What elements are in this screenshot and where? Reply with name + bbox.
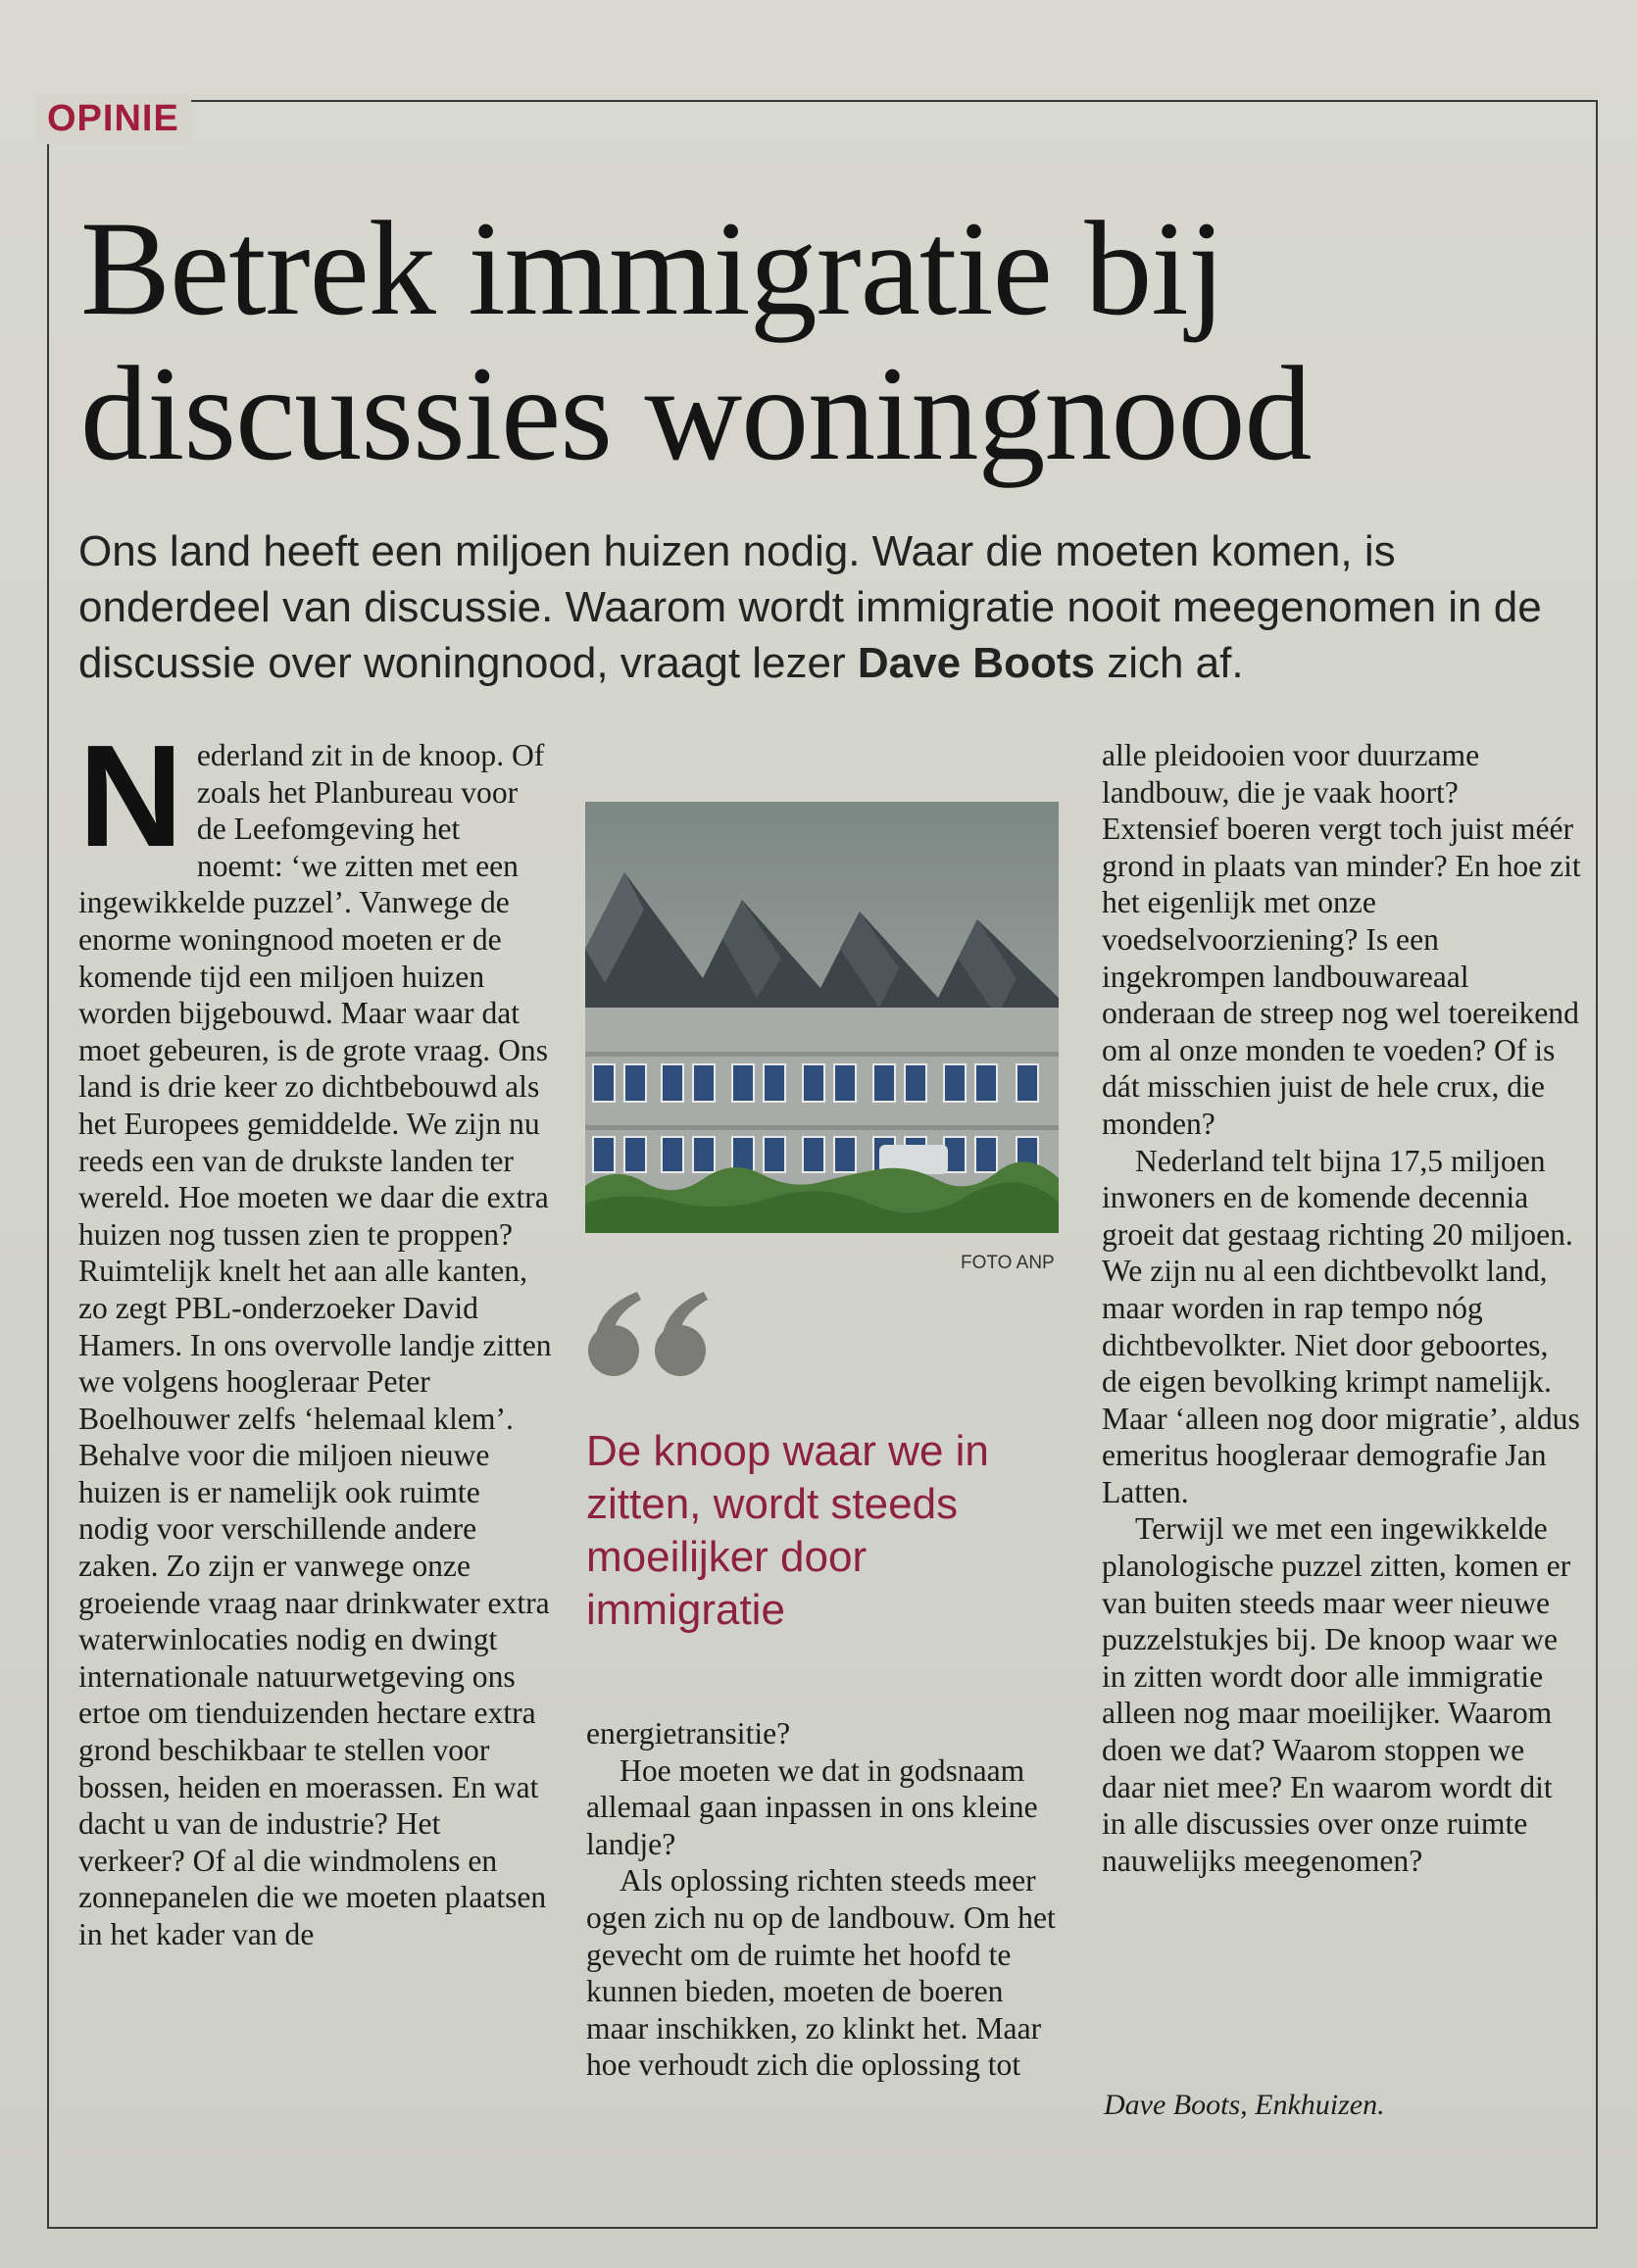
column-3-para: Nederland telt bijna 17,5 miljoen inwoners en de komende decennia groeit dat gestaag richting 20 miljoen. We zijn nu al een dichtbevolkt land, maar worden in rap tempo nóg dichtbevolkter. Niet door geboortes, de eigen bevolking krimpt namelijk. Maar ‘alleen nog door migratie’, aldus emeritus hoogleraar demografie Jan Latten.: [1102, 1143, 1580, 1509]
column-3: [1102, 737, 1582, 1879]
drop-cap: N: [78, 715, 183, 877]
lead-paragraph: [78, 523, 1568, 691]
row-houses-image: [585, 802, 1059, 1233]
housing-photo: [585, 802, 1059, 1233]
column-3-para: Terwijl we met een ingewikkelde planologische puzzel zitten, komen er van buiten steeds maar weer nieuwe puzzelstukjes bij. De knoop waar we in zitten wordt door alle immigratie alleen nog maar moeilijker. Waarom doen we dat? Waarom stoppen we daar niet mee? En waarom wordt dit in alle discussies over onze ruimte nauwelijks meegenomen?: [1102, 1511, 1571, 1878]
lead-text: Ons land heeft een miljoen huizen nodig. Waar die moeten komen, is onderdeel van discussie. Waarom wordt immigratie nooit meegenomen in de discussie over woningnood, vraagt lezer: [78, 527, 1542, 687]
pull-quote: De knoop waar we in zitten, wordt steeds moeilijker door immigratie: [586, 1427, 989, 1634]
column-1: [78, 715, 553, 1953]
author-signature: Dave Boots, Enkhuizen.: [1104, 2089, 1385, 2121]
section-label: OPINIE: [37, 94, 191, 144]
column-2: [586, 1715, 1067, 2084]
headline: Betrek immigratie bij discussies woningnood: [80, 193, 1312, 488]
column-2-para: energietransitie?: [586, 1716, 791, 1750]
lead-author: Dave Boots: [857, 639, 1095, 687]
column-2-para: Hoe moeten we dat in godsnaam allemaal gaan inpassen in ons kleine landje?: [586, 1752, 1038, 1861]
lead-text-end: zich af.: [1094, 639, 1244, 687]
column-3-para: alle pleidooien voor duurzame landbouw, die je vaak hoort? Extensief boeren vergt toch juist méér grond in plaats van minder? En hoe zit het eigenlijk met onze voedselvoorziening? Is een ingekrompen landbouwareaal onderaan de streep nog wel toereikend om al onze monden te voeden? Of is dát misschien juist de hele crux, die monden?: [1102, 738, 1581, 1141]
quote-mark-icon: [584, 1286, 721, 1388]
column-2-para: Als oplossing richten steeds meer ogen zich nu op de landbouw. Om het gevecht om de ruimte het hoofd te kunnen bieden, moeten de boeren maar inschikken, zo klinkt het. Maar hoe verhoudt zich die oplossing tot: [586, 1863, 1056, 2083]
column-1-text: ederland zit in de knoop. Of zoals het Planbureau voor de Leefomgeving het noemt: ‘we zitten met een ingewikkelde puzzel’. Vanwege de enorme woningnood moeten er de komende tijd een miljoen huizen worden bijgebouwd. Maar waar dat moet gebeuren, is de grote vraag. Ons land is drie keer zo dichtbebouwd als het Europees gemiddelde. We zijn nu reeds een van de drukste landen ter wereld. Hoe moeten we daar die extra huizen nog tussen zien te proppen? Ruimtelijk knelt het aan alle kanten, zo zegt PBL-onderzoeker David Hamers. In ons overvolle landje zitten we volgens hoogleraar Peter Boelhouwer zelfs ‘helemaal klem’. Behalve voor die miljoen nieuwe huizen is er namelijk ook ruimte nodig voor verschillende andere zaken. Zo zijn er vanwege onze groeiende vraag naar drinkwater extra waterwinlocaties nodig en dwingt internationale natuurwetgeving ons ertoe om tienduizenden hectare extra grond beschikbaar te stellen voor bossen, heiden en moerassen. En wat dacht u van de industrie? Het verkeer? Of al die windmolens en zonnepanelen die we moeten plaatsen in het kader van de: [78, 738, 552, 1951]
photo-credit: FOTO ANP: [961, 1253, 1055, 1273]
